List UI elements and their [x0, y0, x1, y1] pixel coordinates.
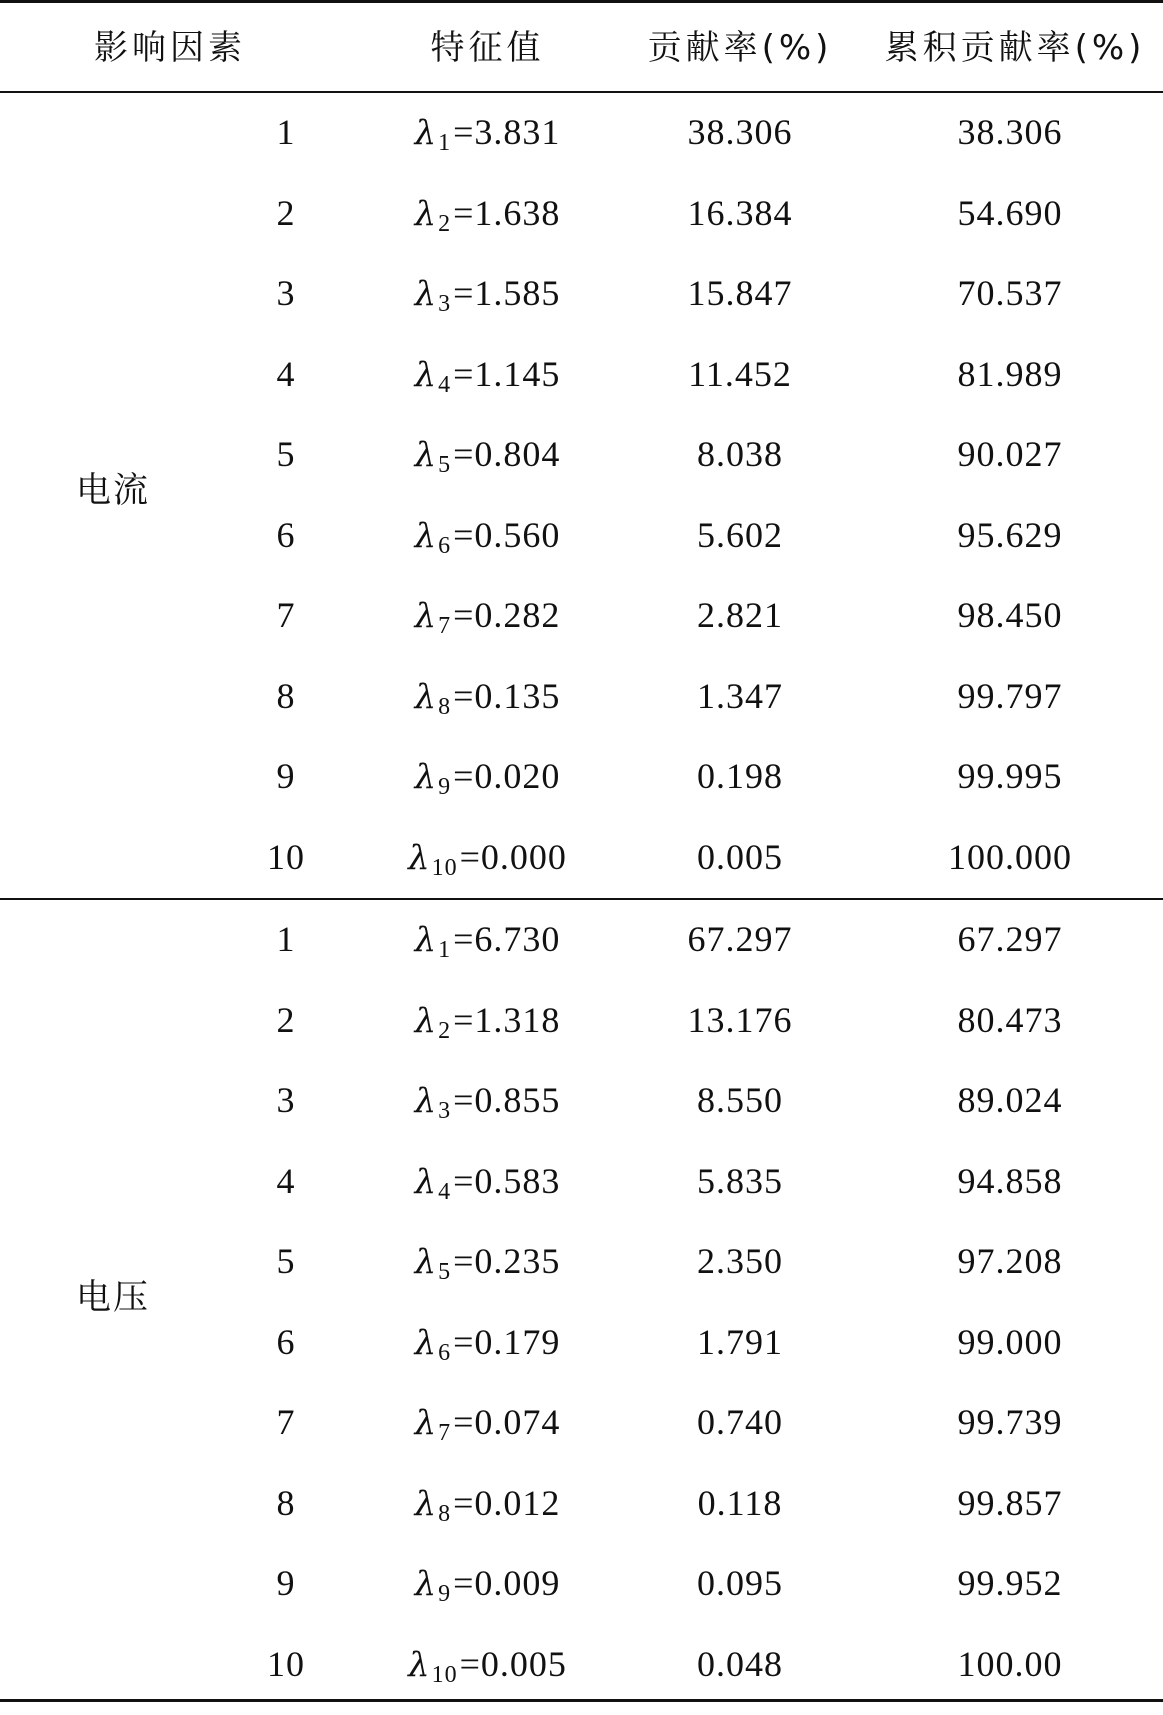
lambda-symbol: λ	[414, 1000, 438, 1041]
group-label: 电压	[76, 1277, 151, 1318]
contribution-rate: 0.198	[697, 756, 783, 796]
eigenvalue-cell	[365, 414, 610, 495]
lambda-subscript: 5	[438, 452, 452, 478]
cumulative-rate: 99.000	[957, 1321, 1063, 1362]
eigenvalue: =0.135	[453, 675, 561, 716]
lambda-symbol: λ	[414, 676, 438, 717]
eigenvalue-cell	[365, 1060, 610, 1141]
table-row	[0, 1463, 1163, 1544]
lambda-symbol: λ	[414, 435, 438, 475]
component-index: 8	[276, 1482, 296, 1523]
eigenvalue: =0.020	[453, 756, 561, 796]
eigenvalue: =0.804	[453, 434, 561, 474]
contribution-rate: 0.005	[697, 836, 783, 877]
eigenvalue: =0.074	[453, 1402, 561, 1442]
contribution-rate: 38.306	[687, 112, 793, 152]
lambda-symbol: λ	[414, 1081, 438, 1121]
component-index: 4	[276, 353, 296, 394]
lambda-symbol: λ	[414, 757, 438, 797]
lambda-symbol: λ	[414, 515, 438, 556]
cumulative-rate: 89.024	[957, 1080, 1063, 1120]
cumulative-rate: 99.995	[957, 756, 1063, 796]
lambda-subscript: 1	[438, 937, 452, 963]
eigenvalue: =0.179	[453, 1321, 561, 1362]
component-index: 6	[276, 514, 296, 555]
cumulative-rate: 99.857	[957, 1482, 1063, 1523]
eigenvalue-cell	[365, 334, 610, 415]
lambda-symbol: λ	[408, 1644, 431, 1685]
table-row	[0, 1302, 1163, 1383]
lambda-subscript: 9	[438, 774, 452, 800]
cumulative-rate: 99.739	[957, 1402, 1063, 1442]
table-row	[0, 92, 1163, 173]
component-index: 2	[276, 192, 296, 233]
contribution-rate: 0.048	[697, 1643, 783, 1684]
contribution-rate: 13.176	[687, 999, 793, 1040]
header-cumulative-rate: 累积贡献率(%)	[884, 28, 1146, 68]
cumulative-rate: 99.952	[957, 1563, 1063, 1603]
eigenvalue-cell	[365, 173, 610, 254]
cumulative-rate: 95.629	[957, 514, 1063, 555]
table-row	[0, 495, 1163, 576]
contribution-rate: 5.835	[697, 1160, 783, 1201]
contribution-rate: 67.297	[687, 919, 793, 959]
lambda-subscript: 8	[438, 1500, 452, 1527]
lambda-symbol: λ	[414, 193, 438, 234]
eigenvalue: =0.855	[453, 1080, 561, 1120]
group-label: 电流	[76, 470, 151, 511]
component-index: 2	[276, 999, 296, 1040]
eigenvalue: =0.009	[453, 1563, 561, 1603]
cumulative-rate: 38.306	[957, 112, 1063, 152]
header-factor: 影响因素	[94, 28, 246, 68]
component-index: 1	[276, 919, 296, 959]
component-index: 10	[267, 1643, 305, 1684]
lambda-subscript: 4	[438, 1178, 452, 1205]
lambda-symbol: λ	[414, 1483, 438, 1524]
contribution-rate: 16.384	[687, 192, 793, 233]
lambda-subscript: 10	[431, 854, 458, 881]
table-row	[0, 1543, 1163, 1624]
eigenvalue: =1.638	[453, 192, 561, 233]
lambda-symbol: λ	[408, 837, 431, 878]
cumulative-rate: 80.473	[957, 999, 1063, 1040]
cumulative-rate: 100.000	[948, 836, 1072, 877]
lambda-subscript: 2	[438, 210, 452, 237]
component-index: 7	[276, 595, 296, 635]
lambda-subscript: 8	[438, 693, 452, 720]
lambda-subscript: 10	[431, 1661, 458, 1688]
eigenvalue: =6.730	[453, 919, 561, 959]
header-contribution-rate: 贡献率(%)	[647, 28, 833, 68]
table-row	[0, 736, 1163, 817]
table-row	[0, 253, 1163, 334]
lambda-subscript: 9	[438, 1581, 452, 1607]
eigenvalue-cell	[365, 1543, 610, 1624]
lambda-symbol: λ	[414, 920, 438, 960]
eigenvalue-cell	[365, 980, 610, 1061]
component-index: 6	[276, 1321, 296, 1362]
lambda-symbol: λ	[414, 1161, 438, 1202]
cumulative-rate: 67.297	[957, 919, 1063, 959]
table-row	[0, 575, 1163, 656]
table-row	[0, 817, 1163, 898]
eigenvalue: =3.831	[453, 112, 561, 152]
eigenvalue-cell	[365, 1302, 610, 1383]
cumulative-rate: 99.797	[957, 675, 1063, 716]
contribution-rate: 15.847	[687, 273, 793, 313]
component-index: 8	[276, 675, 296, 716]
table-row	[0, 1624, 1163, 1705]
eigenvalue-cell	[365, 575, 610, 656]
table-row	[0, 334, 1163, 415]
lambda-subscript: 1	[438, 130, 452, 156]
eigenvalue-cell	[365, 495, 610, 576]
lambda-symbol: λ	[414, 113, 438, 153]
cumulative-rate: 98.450	[957, 595, 1063, 635]
eigenvalue: =0.000	[459, 836, 567, 877]
contribution-rate: 1.791	[697, 1321, 783, 1362]
component-index: 10	[267, 836, 305, 877]
eigenvalue-cell	[365, 736, 610, 817]
lambda-symbol: λ	[414, 1322, 438, 1363]
table-row	[0, 1060, 1163, 1141]
group-divider-rule	[0, 898, 1163, 900]
table-row	[0, 173, 1163, 254]
table-row	[0, 1221, 1163, 1302]
lambda-subscript: 3	[438, 1098, 452, 1124]
bottom-rule	[0, 1699, 1163, 1702]
component-index: 9	[276, 756, 296, 796]
contribution-rate: 0.118	[697, 1482, 783, 1523]
lambda-subscript: 7	[438, 613, 452, 639]
eigenvalue: =1.585	[453, 273, 561, 313]
eigenvalue: =0.583	[453, 1160, 561, 1201]
table-row	[0, 1382, 1163, 1463]
table-row	[0, 414, 1163, 495]
eigenvalue-cell	[365, 92, 610, 173]
eigenvalue-cell	[365, 1624, 610, 1705]
component-index: 7	[276, 1402, 296, 1442]
contribution-rate: 1.347	[697, 675, 783, 716]
lambda-symbol: λ	[414, 354, 438, 395]
eigenvalue: =1.318	[453, 999, 561, 1040]
contribution-rate: 2.350	[697, 1241, 783, 1281]
eigenvalue: =0.005	[459, 1643, 567, 1684]
lambda-subscript: 4	[438, 371, 452, 398]
cumulative-rate: 94.858	[957, 1160, 1063, 1201]
lambda-subscript: 6	[438, 1339, 452, 1366]
eigenvalue-cell	[365, 899, 610, 980]
component-index: 9	[276, 1563, 296, 1603]
contribution-rate: 8.550	[697, 1080, 783, 1120]
component-index: 4	[276, 1160, 296, 1201]
component-index: 1	[276, 112, 296, 152]
lambda-subscript: 3	[438, 291, 452, 317]
cumulative-rate: 54.690	[957, 192, 1063, 233]
lambda-subscript: 2	[438, 1017, 452, 1044]
eigenvalue-cell	[365, 817, 610, 898]
cumulative-rate: 100.00	[957, 1643, 1063, 1684]
contribution-rate: 2.821	[697, 595, 783, 635]
eigenvalue: =0.560	[453, 514, 561, 555]
lambda-symbol: λ	[414, 1242, 438, 1282]
eigenvalue: =0.282	[453, 595, 561, 635]
cumulative-rate: 90.027	[957, 434, 1063, 474]
eigenvalue: =1.145	[453, 353, 561, 394]
lambda-symbol: λ	[414, 1403, 438, 1443]
eigenvalue-cell	[365, 1382, 610, 1463]
eigenvalue-cell	[365, 656, 610, 737]
lambda-subscript: 5	[438, 1259, 452, 1285]
cumulative-rate: 70.537	[957, 273, 1063, 313]
eigenvalue: =0.235	[453, 1241, 561, 1281]
contribution-rate: 0.095	[697, 1563, 783, 1603]
eigenvalue-cell	[365, 1221, 610, 1302]
eigenvalue-cell	[365, 1463, 610, 1544]
contribution-rate: 8.038	[697, 434, 783, 474]
contribution-rate: 0.740	[697, 1402, 783, 1442]
lambda-symbol: λ	[414, 596, 438, 636]
contribution-rate: 5.602	[697, 514, 783, 555]
lambda-symbol: λ	[414, 1564, 438, 1604]
component-index: 3	[276, 273, 296, 313]
header-eigenvalue: 特征值	[430, 28, 545, 68]
cumulative-rate: 81.989	[957, 353, 1063, 394]
eigenvalue-cell	[365, 253, 610, 334]
table-row	[0, 899, 1163, 980]
table-row	[0, 980, 1163, 1061]
lambda-subscript: 6	[438, 532, 452, 559]
table-row	[0, 1141, 1163, 1222]
eigenvalue: =0.012	[453, 1482, 561, 1523]
component-index: 3	[276, 1080, 296, 1120]
table-row	[0, 656, 1163, 737]
lambda-subscript: 7	[438, 1420, 452, 1446]
contribution-rate: 11.452	[688, 353, 792, 394]
top-rule	[0, 0, 1163, 3]
component-index: 5	[276, 434, 296, 474]
eigenvalue-cell	[365, 1141, 610, 1222]
component-index: 5	[276, 1241, 296, 1281]
lambda-symbol: λ	[414, 274, 438, 314]
cumulative-rate: 97.208	[957, 1241, 1063, 1281]
